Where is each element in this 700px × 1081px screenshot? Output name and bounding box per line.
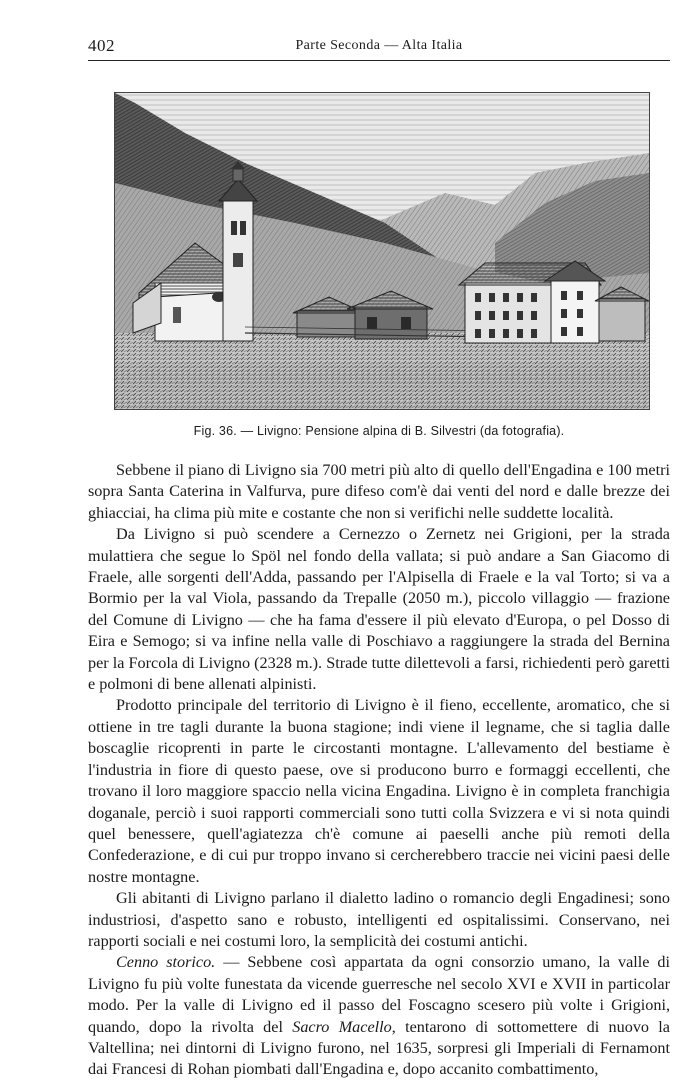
running-head [88,32,670,61]
paragraph: Da Livigno si può scendere a Cernezzo o Zernetz nei Grigioni, per la strada mulattiera che segue lo Spöl nel fondo della vallata; si può andare a San Giacomo di Fraele, alle sorgenti dell'Adda, passando per l'Alpisella di Fraele e la val Torto; si va a Bormio per la val Viola, passando da Trepalle (2050 m.), piccolo villaggio — frazione del Comune di Livigno — che ha fama d'essere il più elevato d'Europa, o pel Dosso di Eira e Semogo; si va infine nella valle di Poschiavo a raggiungere la strada del Bernina per la Forcola di Livigno (2328 m.). Strade tutte dilettevoli a farsi, richiedenti però garetti e polmoni di bene allenati alpinisti. [88,525,670,694]
paragraph-text: — Sebbene così appartata da ogni consorzio umano, la valle di Livigno fu più volte funestata da vicende guerresche nel secolo XVI e XVII in particolar modo. Per la valle di Livigno ed il passo del Foscagno scesero più volte i Grigioni, quando, dopo la rivolta del [88,953,670,1036]
italic-term: Sacro Macello [292,1017,392,1036]
body-text [88,460,670,1081]
figure-caption: Fig. 36. — Livigno: Pensione alpina di B. Silvestri (da fotografia). [193,424,565,438]
page-number: 402 [88,36,115,55]
section-lead-italic: Cenno storico. [116,953,216,972]
running-head-title: Parte Seconda — Alta Italia [295,38,463,53]
paragraph: Sebbene il piano di Livigno sia 700 metri più alto di quello dell'Engadina e 100 metri sopra Santa Caterina in Valfurva, pure difeso com'è dai venti del nord e dalle brezze dei ghiacciai, ha clima più mite e costante che non si verifichi nelle suddette località. [88,461,670,522]
paragraph: Prodotto principale del territorio di Livigno è il fieno, eccellente, aromatico, che si ottiene in tre tagli durante la buona stagione; indi viene il legname, che si taglia dalle boscaglie ricoprenti in parte le circostanti montagne. L'allevamento del bestiame è l'industria in fiore di questo paese, ove si producono burro e formaggi eccellenti, che trovano il loro maggiore spaccio nella vicina Engadina. Livigno è in completa franchigia doganale, perciò i suoi rapporti commerciali sono tutti colla Svizzera e vi si nota quindi quel benessere, quell'agiatezza ch'è comune ai paeselli anche più remoti della Confederazione, e di cui pur troppo invano si cercherebbero traccie nei vicini paesi delle nostre montagne. [88,696,670,886]
engraving-illustration [115,93,649,409]
paragraph [88,952,670,1080]
paragraph-text: , tentarono di sottomettere di nuovo la Valtellina; nei dintorni di Livigno furono, nel 1635, sorpresi gli Imperiali di Fernamont dai Francesi di Rohan piombati dall'Engadina e, dopo accanito combattimento, [88,1017,670,1079]
paragraph: Gli abitanti di Livigno parlano il dialetto ladino o romancio degli Engadinesi; sono industriosi, d'aspetto sano e robusto, intelligenti ed ospitalissimi. Conservano, nei rapporti sociali e nei costumi loro, la semplicità dei costumi antichi. [88,889,670,950]
figure-engraving [114,92,650,410]
